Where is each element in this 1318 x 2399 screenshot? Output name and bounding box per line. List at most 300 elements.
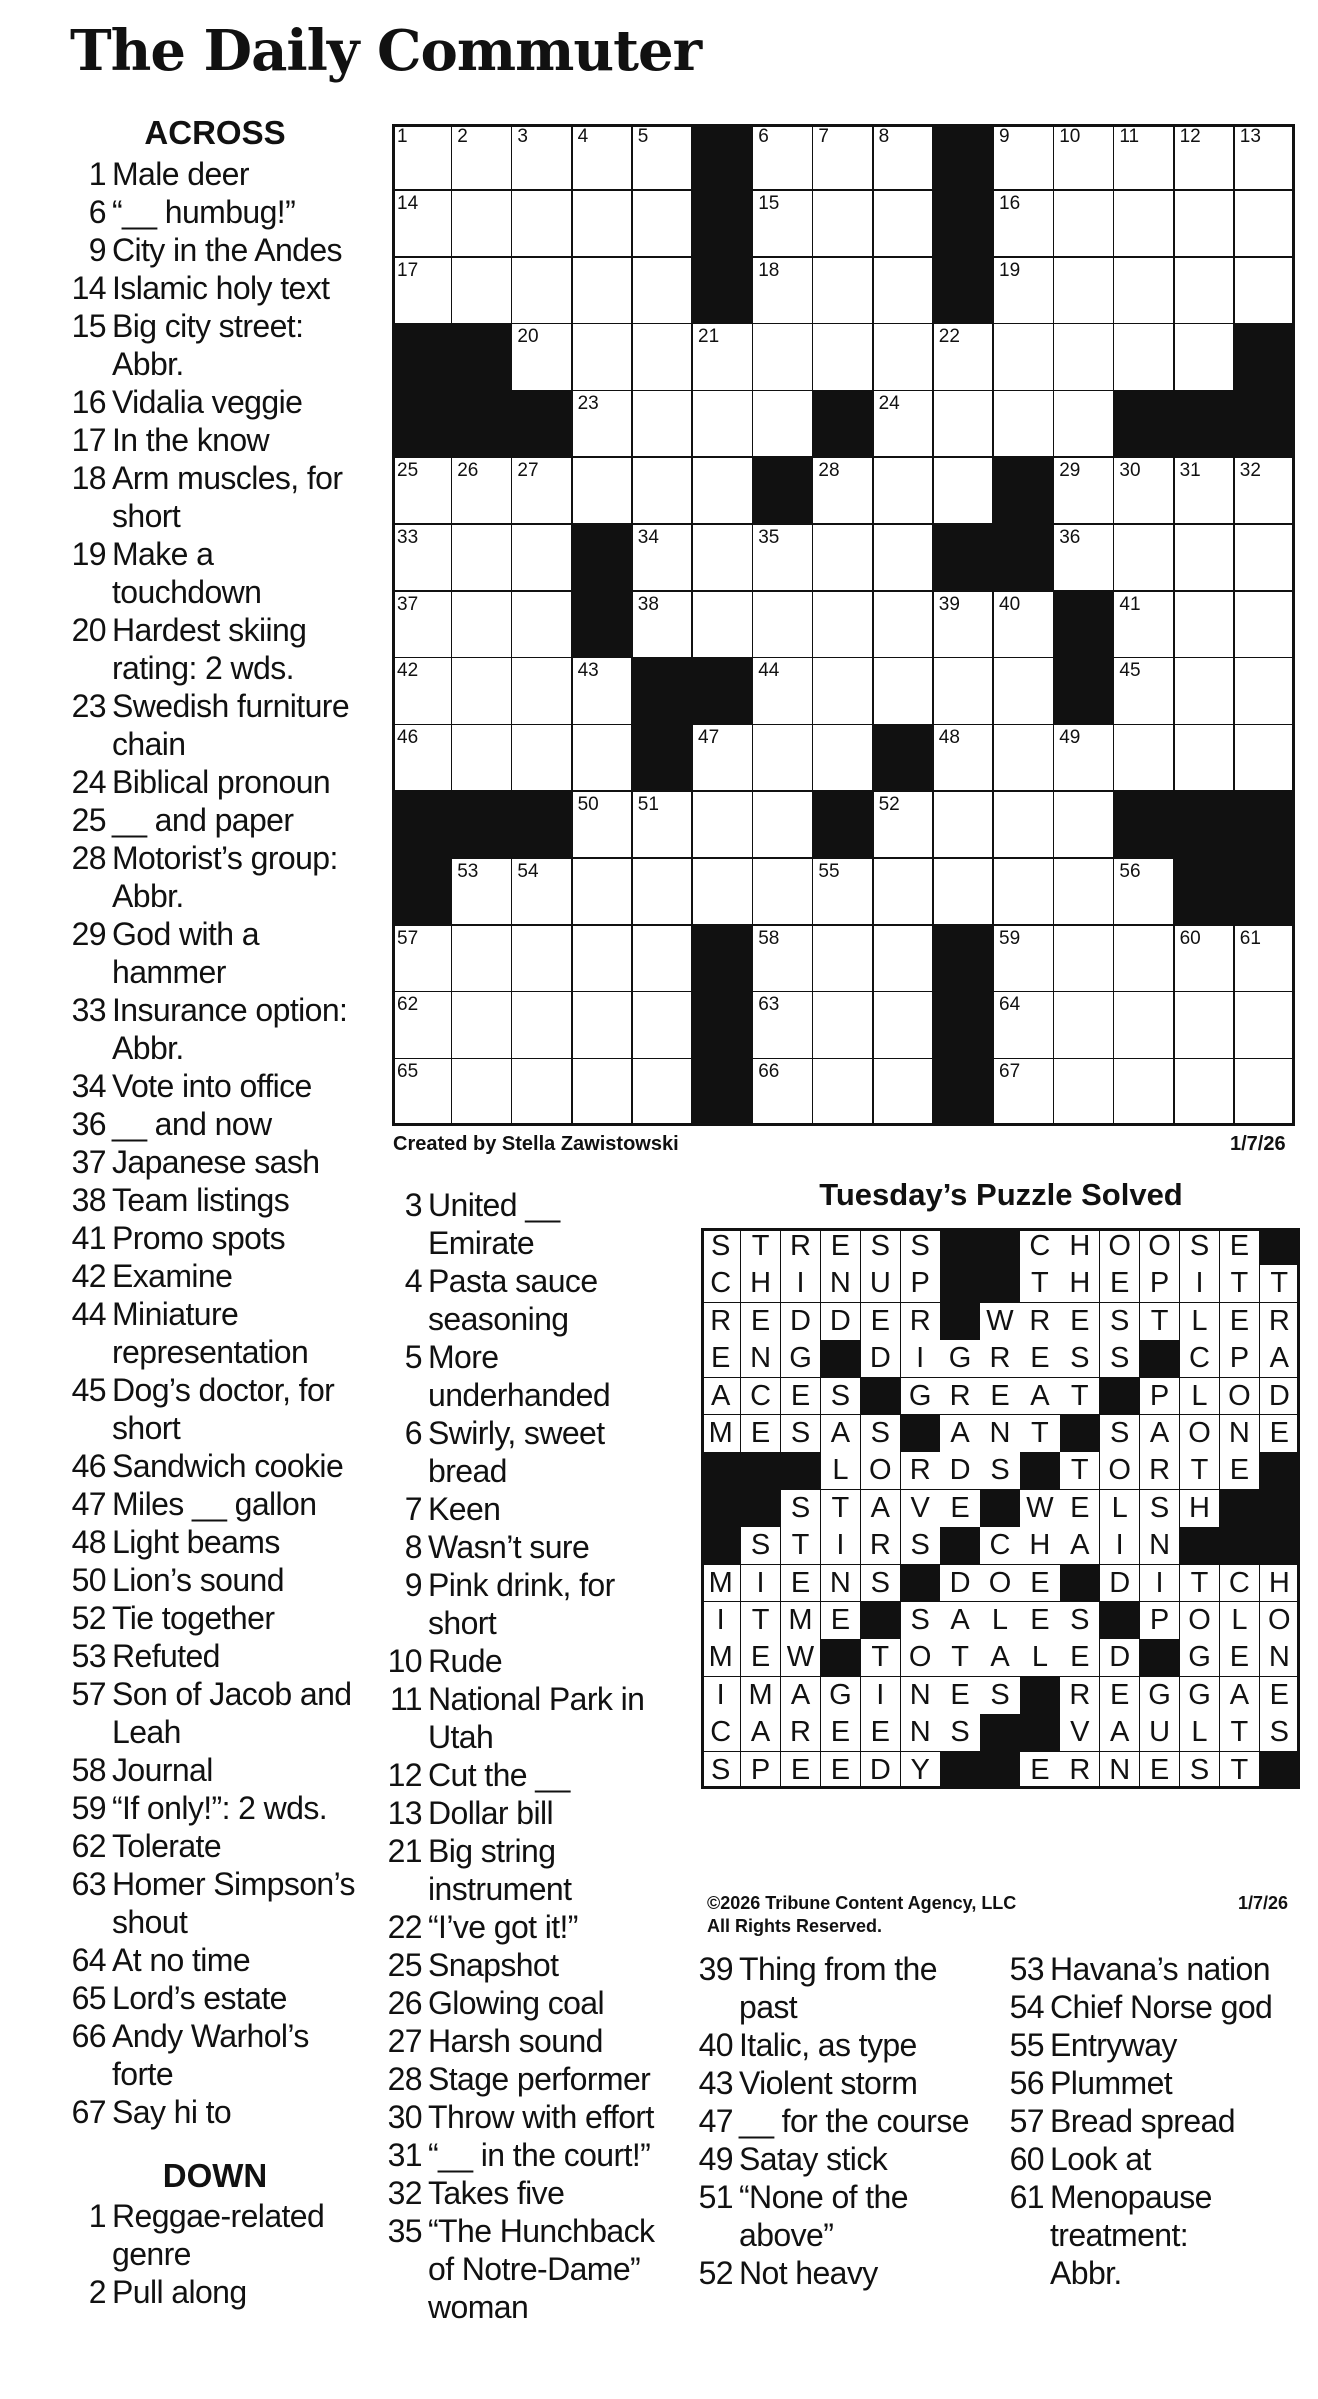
- clue-number: 44: [71, 1296, 106, 1332]
- clue-text: Abbr.: [112, 1030, 184, 1066]
- clue-number: 9: [404, 1567, 422, 1603]
- solution-letter: D: [1100, 1639, 1140, 1677]
- grid-number: 51: [637, 794, 659, 815]
- clue-number: 35: [387, 2213, 422, 2249]
- clue-text: Abbr.: [112, 346, 184, 382]
- clue-text: Promo spots: [112, 1220, 286, 1256]
- solution-letter: I: [1140, 1565, 1180, 1603]
- solution-letter: H: [1060, 1265, 1100, 1303]
- grid-number: 53: [457, 860, 479, 882]
- clue-text: Miles __ gallon: [112, 1486, 317, 1522]
- solution-letter: R: [1140, 1452, 1180, 1490]
- clue-text: above”: [739, 2217, 834, 2253]
- solution-letter: T: [741, 1228, 781, 1266]
- solution-letter: E: [940, 1490, 980, 1528]
- solution-letter: E: [1220, 1228, 1260, 1266]
- solution-letter: S: [1100, 1340, 1140, 1378]
- solution-letter: Y: [901, 1752, 941, 1790]
- clue-number: 51: [698, 2179, 733, 2215]
- clue-text: treatment:: [1050, 2217, 1189, 2253]
- solution-letter: N: [901, 1714, 941, 1752]
- solution-letter: A: [741, 1714, 781, 1752]
- grid-number: 33: [397, 526, 419, 548]
- clue-text: Hardest skiing: [112, 612, 307, 648]
- solution-letter: L: [1180, 1378, 1220, 1416]
- clue-text: underhanded: [428, 1377, 611, 1413]
- clue-text: Journal: [112, 1752, 213, 1788]
- solution-letter: L: [1180, 1714, 1220, 1752]
- clue-text: Stage performer: [428, 2061, 651, 2097]
- grid-number: 11: [1119, 126, 1140, 147]
- clue-number: 56: [1009, 2065, 1044, 2101]
- grid-number: 6: [758, 126, 769, 147]
- clue-text: Look at: [1050, 2141, 1151, 2177]
- clue-text: Emirate: [428, 1225, 535, 1261]
- solution-letter: S: [741, 1527, 781, 1565]
- solution-letter: E: [1220, 1452, 1260, 1490]
- clue-text: Violent storm: [739, 2065, 918, 2101]
- clue-text: Wasn’t sure: [428, 1529, 590, 1565]
- solution-letter: D: [821, 1303, 861, 1341]
- clue-text: Reggae-related: [112, 2198, 325, 2234]
- solution-letter: E: [940, 1677, 980, 1715]
- solution-letter: E: [1260, 1415, 1300, 1453]
- clue-text: Motorist’s group:: [112, 840, 338, 876]
- solution-letter: S: [1060, 1602, 1100, 1640]
- grid-number: 3: [517, 126, 528, 147]
- solution-letter: R: [940, 1378, 980, 1416]
- clue-text: “If only!”: 2 wds.: [112, 1790, 328, 1826]
- grid-number: 30: [1119, 460, 1141, 481]
- grid-number: 39: [938, 593, 960, 615]
- solution-letter: E: [821, 1752, 861, 1790]
- grid-number: 23: [577, 393, 599, 415]
- clue-text: hammer: [112, 954, 226, 990]
- clue-text: Chief Norse god: [1050, 1989, 1273, 2025]
- clue-text: Team listings: [112, 1182, 290, 1218]
- grid-number: 60: [1179, 927, 1201, 949]
- clue-text: More: [428, 1339, 499, 1375]
- clue-number: 13: [387, 1795, 422, 1831]
- clue-number: 40: [698, 2027, 733, 2063]
- solution-letter: A: [1260, 1340, 1300, 1378]
- solution-letter: R: [781, 1714, 821, 1752]
- solution-letter: P: [1140, 1602, 1180, 1640]
- clue-number: 32: [387, 2175, 422, 2211]
- solution-letter: W: [1020, 1490, 1060, 1528]
- clue-number: 12: [387, 1757, 422, 1793]
- grid-number: 25: [397, 460, 419, 481]
- solution-letter: M: [781, 1602, 821, 1640]
- grid-number: 55: [818, 860, 840, 882]
- clue-text: Make a: [112, 536, 214, 572]
- grid-number: 67: [999, 1061, 1021, 1083]
- grid-number: 40: [999, 593, 1021, 615]
- crossword-grid: [392, 124, 1295, 1126]
- solution-letter: E: [821, 1714, 861, 1752]
- clue-text: Not heavy: [739, 2255, 878, 2291]
- solution-letter: R: [861, 1527, 901, 1565]
- solution-letter: N: [821, 1565, 861, 1603]
- solution-letter: D: [1100, 1565, 1140, 1603]
- solution-letter: I: [781, 1265, 821, 1303]
- solution-letter: L: [1180, 1303, 1220, 1341]
- solution-letter: U: [1140, 1714, 1180, 1752]
- clue-text: Big string: [428, 1833, 556, 1869]
- clue-number: 33: [71, 992, 106, 1028]
- solution-letter: S: [980, 1452, 1020, 1490]
- solution-letter: D: [940, 1452, 980, 1490]
- solution-letter: S: [1260, 1714, 1300, 1752]
- solution-letter: E: [821, 1602, 861, 1640]
- clue-text: United __: [428, 1187, 560, 1223]
- clue-text: “The Hunchback: [428, 2213, 655, 2249]
- clue-text: Abbr.: [112, 878, 184, 914]
- grid-number: 48: [938, 727, 960, 749]
- solution-letter: E: [1020, 1752, 1060, 1790]
- solution-letter: N: [1140, 1527, 1180, 1565]
- grid-number: 58: [758, 927, 780, 949]
- solution-letter: A: [940, 1602, 980, 1640]
- solution-letter: R: [701, 1303, 741, 1341]
- grid-number: 26: [457, 460, 479, 481]
- clue-text: Menopause: [1050, 2179, 1212, 2215]
- clue-text: Dog’s doctor, for: [112, 1372, 335, 1408]
- solution-letter: G: [1180, 1639, 1220, 1677]
- solution-letter: E: [781, 1378, 821, 1416]
- solution-letter: T: [1180, 1565, 1220, 1603]
- clue-number: 53: [1009, 1951, 1044, 1987]
- solution-letter: O: [1100, 1228, 1140, 1266]
- clue-number: 30: [387, 2099, 422, 2135]
- grid-number: 37: [397, 593, 419, 615]
- byline: Created by Stella Zawistowski: [393, 1133, 679, 1155]
- solution-letter: G: [1180, 1677, 1220, 1715]
- clue-number: 27: [387, 2023, 422, 2059]
- grid-number: 24: [878, 393, 900, 415]
- solution-letter: T: [1060, 1378, 1100, 1416]
- clue-text: Biblical pronoun: [112, 764, 331, 800]
- clue-number: 7: [404, 1491, 422, 1527]
- clue-number: 57: [71, 1676, 106, 1712]
- clue-text: Italic, as type: [739, 2027, 917, 2063]
- grid-number: 17: [397, 259, 419, 281]
- solution-letter: R: [980, 1340, 1020, 1378]
- solution-letter: O: [1100, 1452, 1140, 1490]
- clue-number: 6: [404, 1415, 422, 1451]
- clue-number: 1: [88, 2198, 106, 2234]
- clue-number: 1: [88, 156, 106, 192]
- clue-text: woman: [428, 2289, 529, 2325]
- solution-letter: A: [821, 1415, 861, 1453]
- clue-text: Pull along: [112, 2274, 247, 2310]
- solution-letter: N: [1260, 1639, 1300, 1677]
- grid-number: 52: [878, 794, 900, 815]
- clue-number: 19: [71, 536, 106, 572]
- solution-letter: P: [1140, 1265, 1180, 1303]
- clue-text: Dollar bill: [428, 1795, 553, 1831]
- solution-letter: P: [1140, 1378, 1180, 1416]
- clue-number: 63: [71, 1866, 106, 1902]
- solution-letter: S: [1100, 1303, 1140, 1341]
- solution-letter: A: [1020, 1378, 1060, 1416]
- clue-text: Male deer: [112, 156, 249, 192]
- grid-number: 15: [758, 192, 780, 214]
- clue-number: 6: [88, 194, 106, 230]
- grid-number: 43: [577, 660, 599, 682]
- grid-number: 14: [397, 192, 419, 214]
- solution-letter: E: [1100, 1677, 1140, 1715]
- solution-letter: E: [1020, 1340, 1060, 1378]
- clue-number: 11: [389, 1681, 422, 1717]
- copyright-line-2: All Rights Reserved.: [707, 1916, 883, 1936]
- clue-text: Swedish furniture: [112, 688, 350, 724]
- solution-letter: G: [940, 1340, 980, 1378]
- clue-text: City in the Andes: [112, 232, 342, 268]
- solution-letter: S: [1180, 1228, 1220, 1266]
- solution-letter: E: [1020, 1602, 1060, 1640]
- solved-title: Tuesday’s Puzzle Solved: [819, 1177, 1183, 1212]
- clue-text: Lord’s estate: [112, 1980, 287, 2016]
- solution-letter: D: [1260, 1378, 1300, 1416]
- clue-text: “__ humbug!”: [112, 194, 296, 230]
- solution-letter: O: [1220, 1378, 1260, 1416]
- solution-letter: S: [781, 1415, 821, 1453]
- solution-letter: N: [980, 1415, 1020, 1453]
- clue-text: bread: [428, 1453, 507, 1489]
- clue-number: 46: [71, 1448, 106, 1484]
- clue-number: 45: [71, 1372, 106, 1408]
- clue-text: __ for the course: [739, 2103, 969, 2139]
- clue-number: 39: [698, 1951, 733, 1987]
- solution-letter: G: [901, 1378, 941, 1416]
- clue-text: __ and now: [112, 1106, 272, 1142]
- clue-text: __ and paper: [112, 802, 294, 838]
- clue-number: 18: [71, 460, 106, 496]
- solution-letter: R: [781, 1228, 821, 1266]
- clue-text: Vote into office: [112, 1068, 312, 1104]
- solution-letter: E: [1020, 1565, 1060, 1603]
- solution-letter: E: [781, 1565, 821, 1603]
- solution-letter: C: [741, 1378, 781, 1416]
- solution-letter: O: [1180, 1415, 1220, 1453]
- clue-text: Sandwich cookie: [112, 1448, 344, 1484]
- clue-text: shout: [112, 1904, 188, 1940]
- solution-letter: R: [901, 1452, 941, 1490]
- solution-letter: S: [781, 1490, 821, 1528]
- solution-letter: I: [861, 1677, 901, 1715]
- solution-letter: L: [980, 1602, 1020, 1640]
- clue-text: past: [739, 1989, 798, 2025]
- solution-letter: A: [861, 1490, 901, 1528]
- solution-letter: W: [781, 1639, 821, 1677]
- clue-text: instrument: [428, 1871, 572, 1907]
- solution-letter: T: [940, 1639, 980, 1677]
- clue-text: touchdown: [112, 574, 262, 610]
- clue-number: 62: [71, 1828, 106, 1864]
- grid-number: 45: [1119, 660, 1141, 682]
- clue-text: Abbr.: [1050, 2255, 1122, 2291]
- grid-number: 1: [397, 126, 408, 147]
- solution-letter: A: [701, 1378, 741, 1416]
- solution-letter: E: [1260, 1677, 1300, 1715]
- grid-number: 16: [999, 192, 1021, 214]
- solution-letter: I: [741, 1565, 781, 1603]
- clue-number: 16: [71, 384, 106, 420]
- solution-letter: S: [901, 1602, 941, 1640]
- clue-number: 26: [387, 1985, 422, 2021]
- solution-letter: L: [1100, 1490, 1140, 1528]
- grid-number: 42: [397, 660, 419, 682]
- solution-letter: S: [901, 1527, 941, 1565]
- clue-text: Andy Warhol’s: [112, 2018, 309, 2054]
- solution-letter: E: [741, 1415, 781, 1453]
- grid-number: 54: [517, 860, 539, 882]
- solution-letter: D: [940, 1565, 980, 1603]
- clue-number: 47: [698, 2103, 733, 2139]
- clue-text: Throw with effort: [428, 2099, 654, 2135]
- solution-letter: S: [901, 1228, 941, 1266]
- clue-number: 58: [71, 1752, 106, 1788]
- clue-text: Homer Simpson’s: [112, 1866, 355, 1902]
- solution-letter: C: [701, 1714, 741, 1752]
- clue-text: Bread spread: [1050, 2103, 1235, 2139]
- solution-letter: T: [1020, 1415, 1060, 1453]
- clue-number: 53: [71, 1638, 106, 1674]
- solution-letter: H: [1020, 1527, 1060, 1565]
- grid-number: 61: [1239, 927, 1261, 949]
- solution-letter: T: [741, 1602, 781, 1640]
- clue-number: 20: [71, 612, 106, 648]
- solution-letter: H: [1260, 1565, 1300, 1603]
- grid-number: 46: [397, 727, 419, 749]
- copyright-line-1: ©2026 Tribune Content Agency, LLC: [707, 1893, 1017, 1913]
- clue-text: In the know: [112, 422, 270, 458]
- clue-number: 24: [71, 764, 106, 800]
- clue-number: 55: [1009, 2027, 1044, 2063]
- solution-letter: T: [821, 1490, 861, 1528]
- clue-number: 43: [698, 2065, 733, 2101]
- solution-letter: E: [1060, 1639, 1100, 1677]
- solution-letter: S: [701, 1752, 741, 1790]
- solution-letter: D: [861, 1752, 901, 1790]
- clue-text: Havana’s nation: [1050, 1951, 1270, 1987]
- solution-letter: S: [861, 1228, 901, 1266]
- solution-letter: S: [980, 1677, 1020, 1715]
- grid-number: 59: [999, 927, 1021, 949]
- solution-letter: E: [1100, 1265, 1140, 1303]
- clue-text: Satay stick: [739, 2141, 888, 2177]
- clue-text: short: [112, 1410, 181, 1446]
- grid-number: 4: [577, 126, 589, 147]
- solution-letter: C: [1180, 1340, 1220, 1378]
- grid-number: 36: [1059, 526, 1081, 548]
- solution-letter: E: [1220, 1639, 1260, 1677]
- solution-letter: O: [1180, 1602, 1220, 1640]
- solution-letter: T: [1220, 1752, 1260, 1790]
- clue-text: Examine: [112, 1258, 233, 1294]
- solution-letter: L: [821, 1452, 861, 1490]
- solution-letter: O: [1260, 1602, 1300, 1640]
- solution-letter: A: [1100, 1714, 1140, 1752]
- solution-letter: M: [701, 1415, 741, 1453]
- grid-number: 38: [637, 593, 659, 615]
- clue-text: Light beams: [112, 1524, 280, 1560]
- clue-text: Takes five: [428, 2175, 565, 2211]
- solution-letter: E: [1060, 1490, 1100, 1528]
- clue-number: 4: [404, 1263, 422, 1299]
- clue-text: forte: [112, 2056, 174, 2092]
- clue-text: “None of the: [739, 2179, 908, 2215]
- solution-letter: N: [1100, 1752, 1140, 1790]
- solution-letter: G: [781, 1340, 821, 1378]
- solution-letter: S: [940, 1714, 980, 1752]
- clue-text: Utah: [428, 1719, 494, 1755]
- across-header: ACROSS: [144, 114, 286, 151]
- solution-letter: E: [980, 1378, 1020, 1416]
- grid-number: 64: [999, 994, 1021, 1016]
- clue-text: Harsh sound: [428, 2023, 603, 2059]
- solution-letter: I: [701, 1677, 741, 1715]
- clue-number: 41: [71, 1220, 106, 1256]
- clue-number: 15: [71, 308, 106, 344]
- clue-text: National Park in: [428, 1681, 645, 1717]
- clue-text: Keen: [428, 1491, 501, 1527]
- grid-number: 27: [517, 460, 539, 481]
- grid-number: 41: [1119, 593, 1141, 615]
- solution-letter: P: [901, 1265, 941, 1303]
- newspaper-title: The Daily Commuter: [70, 18, 702, 84]
- solution-letter: S: [701, 1228, 741, 1266]
- grid-number: 28: [818, 460, 840, 481]
- clue-number: 9: [88, 232, 106, 268]
- clue-text: God with a: [112, 916, 259, 952]
- clue-text: Rude: [428, 1643, 503, 1679]
- clue-number: 38: [71, 1182, 106, 1218]
- solution-letter: N: [821, 1265, 861, 1303]
- clue-number: 31: [387, 2137, 422, 2173]
- clue-number: 25: [71, 802, 106, 838]
- solution-letter: I: [1100, 1527, 1140, 1565]
- solution-letter: N: [741, 1340, 781, 1378]
- solution-letter: O: [980, 1565, 1020, 1603]
- clue-text: Arm muscles, for: [112, 460, 343, 496]
- solution-letter: G: [821, 1677, 861, 1715]
- clue-text: Insurance option:: [112, 992, 348, 1028]
- clue-number: 60: [1009, 2141, 1044, 2177]
- solution-letter: T: [1020, 1265, 1060, 1303]
- solution-letter: G: [1140, 1677, 1180, 1715]
- down-header: DOWN: [162, 2157, 268, 2194]
- clue-text: representation: [112, 1334, 309, 1370]
- clue-text: seasoning: [428, 1301, 569, 1337]
- grid-number: 8: [878, 126, 890, 147]
- clue-text: Lion’s sound: [112, 1562, 284, 1598]
- clue-text: At no time: [112, 1942, 251, 1978]
- solution-letter: S: [1180, 1752, 1220, 1790]
- solution-letter: A: [1060, 1527, 1100, 1565]
- clue-text: “__ in the court!”: [428, 2137, 651, 2173]
- solution-letter: S: [861, 1565, 901, 1603]
- grid-frame: [392, 124, 1295, 1126]
- solution-letter: W: [980, 1303, 1020, 1341]
- grid-number: 2: [457, 126, 468, 147]
- solution-letter: H: [1180, 1490, 1220, 1528]
- solution-letter: V: [901, 1490, 941, 1528]
- clue-number: 48: [71, 1524, 106, 1560]
- solution-letter: T: [1220, 1714, 1260, 1752]
- grid-number: 29: [1059, 460, 1081, 481]
